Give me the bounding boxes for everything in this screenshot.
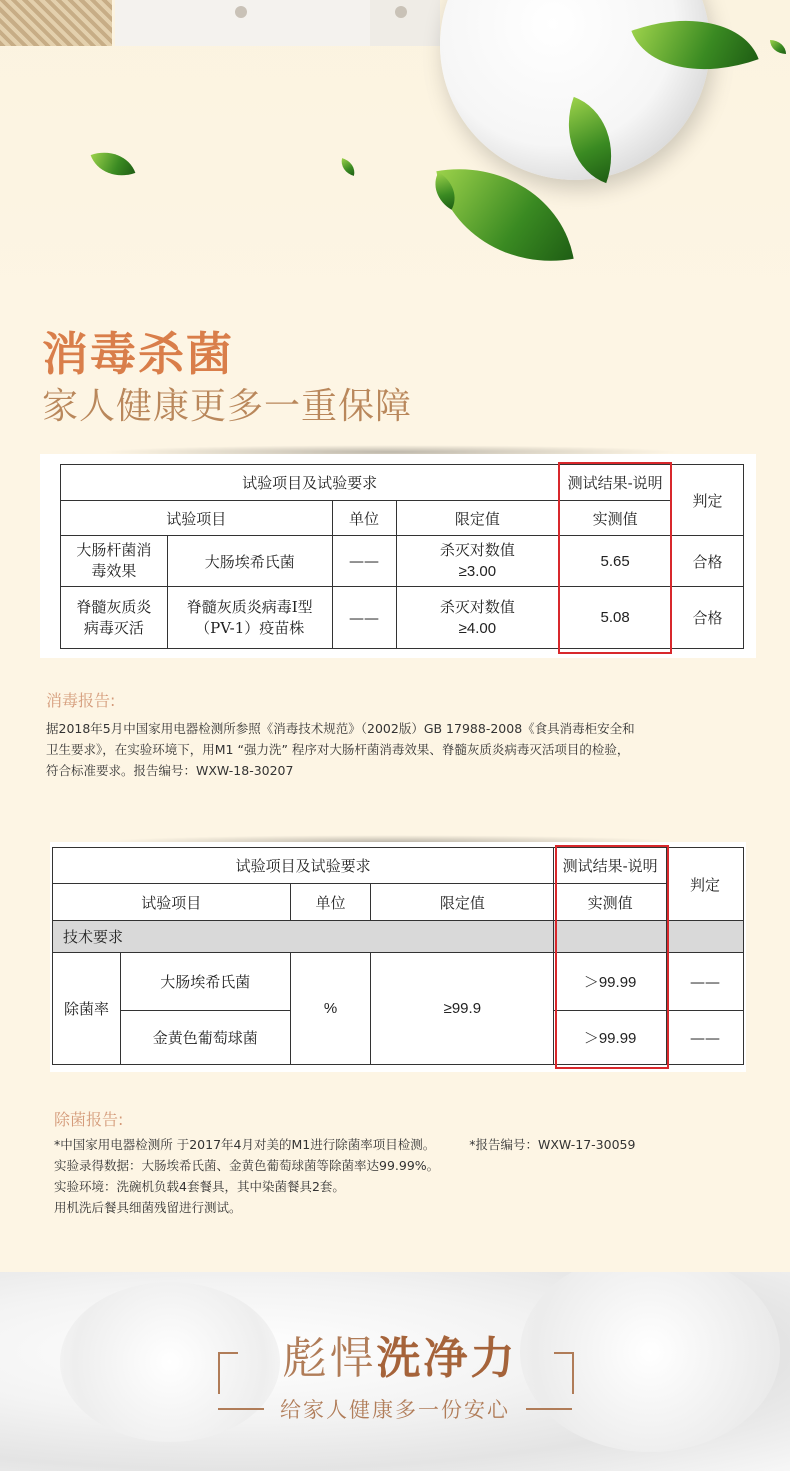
report-text [54,1134,774,1218]
header-judge: 判定 [667,848,744,921]
highlight-box [558,462,672,654]
row-unit: % [290,953,371,1065]
slogan-bold: 洗净力 [376,1333,518,1384]
row-category: 大肠杆菌消毒效果 [61,536,168,587]
divider-right [526,1408,572,1410]
leaf-tiny-2 [770,40,786,54]
report-line: 卫生要求》，在实验环境下，用M1 “强力洗” 程序对大肠杆菌消毒效果、脊髓灰质炎病毒灭活项目的检验， [46,742,630,757]
row-measured: ＞99.99 [554,1011,667,1065]
col-item: 试验项目 [61,501,333,536]
row-item [167,587,332,649]
row-category: 除菌率 [53,953,121,1065]
section-empty [667,921,744,953]
col-unit: 单位 [332,501,396,536]
row-judge: —— [667,1011,744,1065]
limit-value: ≥4.00 [458,619,497,637]
divider-left [218,1408,264,1410]
item-line2: （PV-1）疫苗株 [195,618,305,637]
report-title: 消毒报告: [46,691,116,710]
headline-subtitle: 家人健康更多一重保障 [42,386,413,427]
row-measured: ＞99.99 [554,953,667,1011]
slogan [250,1322,550,1386]
headline-title: 消毒杀菌 [42,327,234,381]
limit-value: ≥3.00 [458,563,497,580]
footer-banner [0,1272,790,1471]
report-text [46,718,766,781]
sterilization-table-panel [50,842,746,1072]
disinfection-table-panel [40,454,756,658]
leaf-tiny [338,158,357,176]
row-judge: 合格 [672,536,744,587]
row-limit [396,587,559,649]
header-result: 测试结果-说明 [554,848,667,884]
row-judge: —— [667,953,744,1011]
report-line: 实验录得数据：大肠埃希氏菌、金黄色葡萄球菌等除菌率达99.99%。 [54,1158,440,1173]
white-cabinet-side [370,0,440,46]
wicker-basket [0,0,112,46]
row-unit: —— [332,587,396,649]
rose-decoration [60,1282,280,1442]
report-line: 据2018年5月中国家用电器检测所参照《消毒技术规范》（2002版）GB 17988-2008《食具消毒柜安全和 [46,721,635,736]
row-judge: 合格 [672,587,744,649]
hero-image [0,0,790,320]
row-item: 金黄色葡萄球菌 [120,1011,290,1065]
leaf-small [91,143,136,185]
frame-right [554,1352,574,1394]
row-limit: ≥99.9 [371,953,554,1065]
cabinet-knob [395,6,407,18]
item-line1: 脊髓灰质炎病毒Ⅰ型 [186,597,313,616]
report-line-a: *中国家用电器检测所 于2017年4月对美的M1进行除菌率项目检测。 [54,1137,436,1152]
report-line: 实验环境：洗碗机负载4套餐具，其中染菌餐具2套。 [54,1179,345,1194]
header-judge: 判定 [672,465,744,536]
row-unit: —— [332,536,396,587]
report-title: 除菌报告: [54,1110,124,1129]
tagline: 给家人健康多一份安心 [280,1398,510,1422]
col-unit: 单位 [290,884,371,921]
row-category: 脊髓灰质炎病毒灭活 [61,587,168,649]
report-line: 用机洗后餐具细菌残留进行测试。 [54,1200,242,1215]
row-item: 大肠埃希氏菌 [120,953,290,1011]
header-result: 测试结果-说明 [559,465,672,501]
col-limit: 限定值 [396,501,559,536]
col-measured: 实测值 [559,501,672,536]
highlight-box [555,845,669,1069]
row-measured: 5.65 [559,536,672,587]
row-limit [396,536,559,587]
header-main: 试验项目及试验要求 [53,848,554,884]
slogan-light: 彪悍 [282,1333,377,1384]
row-item: 大肠埃希氏菌 [167,536,332,587]
cabinet-knob [235,6,247,18]
report-line [54,1134,774,1155]
col-item: 试验项目 [53,884,291,921]
header-main: 试验项目及试验要求 [61,465,559,501]
col-limit: 限定值 [371,884,554,921]
white-cabinet [115,0,372,46]
limit-label: 杀灭对数值 [439,597,515,616]
report-number: *报告编号：WXW-17-30059 [469,1137,636,1152]
report-line: 符合标准要求。报告编号：WXW-18-30207 [46,763,294,778]
col-measured: 实测值 [554,884,667,921]
frame-left [218,1352,238,1394]
section-label: 技术要求 [53,921,554,953]
limit-label: 杀灭对数值 [439,541,515,559]
row-measured: 5.08 [559,587,672,649]
